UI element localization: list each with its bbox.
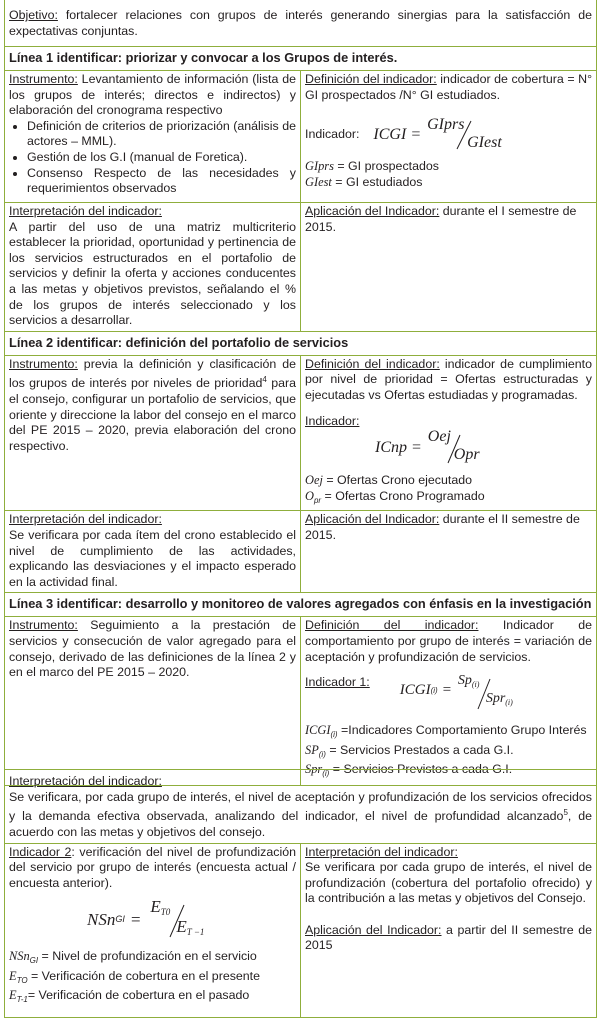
- linea2-indicador-label: Indicador:: [305, 413, 360, 428]
- linea2-title: Línea 2 identificar: definición del portafolio de servicios: [5, 331, 597, 355]
- bottom-aplic-text: a partir del II semestre de 2015: [305, 922, 592, 953]
- linea1-interp-text: A partir del uso de una matriz multicriterio establecer la prioridad, oportunidad y pertinencia de los servicios estructurados en el portafolio de servicios y definir la oferta y acciones conducentes a las metas y objetivos previstos, señalando el % de los grupos de interés seleccionado y los servicios a desarrollar.: [9, 219, 296, 328]
- indicador2-label: Indicador 2: [9, 844, 72, 859]
- linea1-instrumento-label: Instrumento:: [9, 72, 78, 86]
- linea1-definicion-text: indicador de cobertura = N° GI prospectados /N° GI estudiados.: [305, 72, 593, 102]
- indicator-table-continued: [4, 769, 597, 1018]
- linea3-header-row: [5, 593, 597, 617]
- linea1-formula-den: GIest: [467, 134, 502, 152]
- bottom-formula-lhs: NSn: [87, 910, 116, 930]
- bottom-detail-row: [5, 843, 597, 1017]
- bottom-var3: $E_{T-1}=$ Verificación de cobertura en el pasado: [9, 988, 250, 1005]
- linea2-formula-den: Opr: [453, 446, 480, 464]
- linea1-formula-fraction: [425, 115, 517, 155]
- linea3-formula-lhs: ICGI: [399, 682, 431, 699]
- bottom-interp2-label: Interpretación del indicador:: [305, 844, 458, 859]
- linea3-instrumento-label: Instrumento:: [9, 618, 78, 633]
- linea2-instrumento-label: Instrumento:: [9, 356, 78, 371]
- linea3-formula-fraction: [456, 675, 536, 713]
- bottom-interp-label: Interpretación del indicador:: [9, 774, 162, 788]
- linea2-header-row: [5, 331, 597, 355]
- linea2-var2: $O_{pr}$ = Ofertas Crono Programado: [305, 488, 485, 505]
- linea3-var3: Spr$_{(i)}$ = Servicios Previstos a cada G.I.: [305, 762, 513, 779]
- bottom-var2: $E_{TO}$ = Verificación de cobertura en el presente: [9, 968, 261, 985]
- linea1-var2: GIest = GI estudiados: [305, 174, 423, 189]
- linea1-row-a: [5, 71, 597, 203]
- linea3-row-a: [5, 617, 597, 786]
- linea3-instrumento-text: Seguimiento a la prestación de servicios y consecución de valor agregado para el consejo, derivado de las definiciones de la línea 2 y en el marco del PE 2015 – 2020.: [9, 618, 296, 680]
- linea3-var1: $ICGI_{(i)}$ =Indicadores Comportamiento Grupo Interés: [305, 723, 587, 740]
- linea2-formula-num: Oej: [427, 428, 451, 446]
- linea2-row-b: [5, 511, 597, 593]
- bottom-aplic-label: Aplicación del Indicador:: [305, 922, 442, 937]
- linea2-definicion-text: indicador de cumplimiento por nivel de prioridad = Ofertas estructuradas y ejecutadas vs Ofertas estudiadas y programadas.: [305, 356, 593, 402]
- linea1-formula-num: GIprs: [427, 116, 465, 134]
- linea3-var2: $SP_{(i)}$ = Servicios Prestados a cada G.I.: [305, 742, 514, 759]
- footnote-ref: 4: [262, 375, 267, 385]
- linea1-row-b: [5, 203, 597, 332]
- linea1-header-row: [5, 47, 597, 71]
- linea2-aplic-label: Aplicación del Indicador:: [305, 512, 440, 527]
- objetivo-text: fortalecer relaciones con grupos de interés generando sinergias para la satisfacción de expectativas conjuntas.: [9, 8, 593, 38]
- footnote-ref: 5: [563, 808, 568, 818]
- linea2-formula-lhs: ICnp: [375, 439, 407, 457]
- linea2-instrumento-text-a: previa la definición y clasificación de los grupos de interés por niveles de prioridad: [9, 356, 296, 391]
- bottom-formula-fraction: [146, 897, 232, 943]
- list-item: • Gestión de los G.I (manual de Foretica).: [27, 150, 296, 166]
- bottom-formula-num: $E_{T0}$: [150, 897, 171, 918]
- indicator-table: [4, 0, 597, 786]
- linea3-definicion-label: Definición del indicador:: [305, 618, 479, 633]
- linea3-indicador1-label: Indicador 1:: [305, 675, 370, 690]
- linea2-interp-label: Interpretación del indicador:: [9, 512, 162, 527]
- bottom-interp-text-b: , de acuerdo con las metas y objetivos del consejo.: [9, 809, 592, 839]
- linea1-interp-label: Interpretación del indicador:: [9, 204, 162, 218]
- linea1-aplic-label: Aplicación del Indicador:: [305, 204, 440, 218]
- linea1-definicion-label: Definición del indicador:: [305, 72, 437, 86]
- linea2-row-a: [5, 355, 597, 511]
- linea2-definicion-label: Definición del indicador:: [305, 356, 440, 371]
- linea2-instrumento-text-b: para el consejo, configurar un portafolio de servicios, que oriente y direccione la labor del consejo en el marco del PE 2015 – 2020, previa elaboración del crono respectivo.: [9, 376, 296, 453]
- list-item: • Consenso Respecto de las necesidades y requerimientos observados: [27, 166, 296, 197]
- linea1-title: Línea 1 identificar: priorizar y convocar a los Grupos de interés.: [5, 47, 597, 71]
- list-item: • Definición de criterios de priorización (análisis de actores – MML).: [27, 119, 296, 150]
- linea2-interp-text: Se verificara por cada ítem del crono establecido el nivel de cumplimiento de las actividades, explicando las desviaciones y el impacto esperado en la actividad final.: [9, 527, 296, 589]
- objetivo-label: Objetivo:: [9, 8, 58, 22]
- indicador2-text: : verificación del nivel de profundización del servicio por grupo de interés (encuesta actual / encuesta anterior).: [9, 844, 296, 890]
- linea2-formula: ICnp = Oej Opr: [305, 429, 592, 467]
- linea3-definicion-text: Indicador de comportamiento por grupo de interés = variación de aceptación y profundización de servicios.: [305, 618, 593, 664]
- linea3-formula: Indicador 1: ICGI (i) = $Sp_{(i)}$ Spr$_{(i)}$: [305, 675, 592, 713]
- bottom-interp2-text: Se verificara por cada grupo de interés, el nivel de profundización (cobertura del portafolio ofrecido) y la contribución a las metas y objetivos del Consejo.: [305, 860, 592, 906]
- linea1-bullet-list: [9, 119, 296, 197]
- linea2-var1: Oej = Ofertas Crono ejecutado: [305, 473, 473, 488]
- linea1-indicador-label: Indicador:: [305, 127, 360, 142]
- bottom-interp-row: [5, 770, 597, 844]
- bottom-aplic: [305, 923, 592, 954]
- linea3-title: Línea 3 identificar: desarrollo y monitoreo de valores agregados con énfasis en la investigación: [5, 593, 597, 617]
- linea1-formula-lhs: ICGI: [373, 126, 407, 144]
- bottom-var1: NSn$_{GI}$ = Nivel de profundización en el servicio: [9, 949, 257, 966]
- linea1-instrumento-text: Levantamiento de información (lista de los grupos de interés; directos e indirectos) y elaboración del cronograma respectivo: [9, 72, 296, 118]
- linea1-formula: Indicador: ICGI = GIprs GIest: [305, 115, 592, 155]
- bottom-formula: NSn GI = $E_{T0}$ $E_{T -1}$: [9, 897, 296, 943]
- bottom-interp-text-a: Se verificara, por cada grupo de interés, el nivel de aceptación y profundización de los servicios ofrecidos y la demanda efectiva observada, analizando del indicador, el nivel de profundidad alcanzado: [9, 789, 592, 824]
- linea1-aplic-text: durante el I semestre de 2015.: [305, 204, 577, 234]
- linea3-formula-num: $Sp_{(i)}$: [457, 673, 480, 690]
- objetivo-row: [5, 0, 597, 47]
- linea2-aplic-text: durante el II semestre de 2015.: [305, 512, 580, 542]
- linea3-formula-den: Spr$_{(i)}$: [485, 691, 513, 708]
- linea1-var1: GIprs = GI prospectados: [305, 159, 439, 174]
- linea2-formula-fraction: [426, 429, 496, 467]
- bottom-formula-den: $E_{T -1}$: [176, 917, 205, 938]
